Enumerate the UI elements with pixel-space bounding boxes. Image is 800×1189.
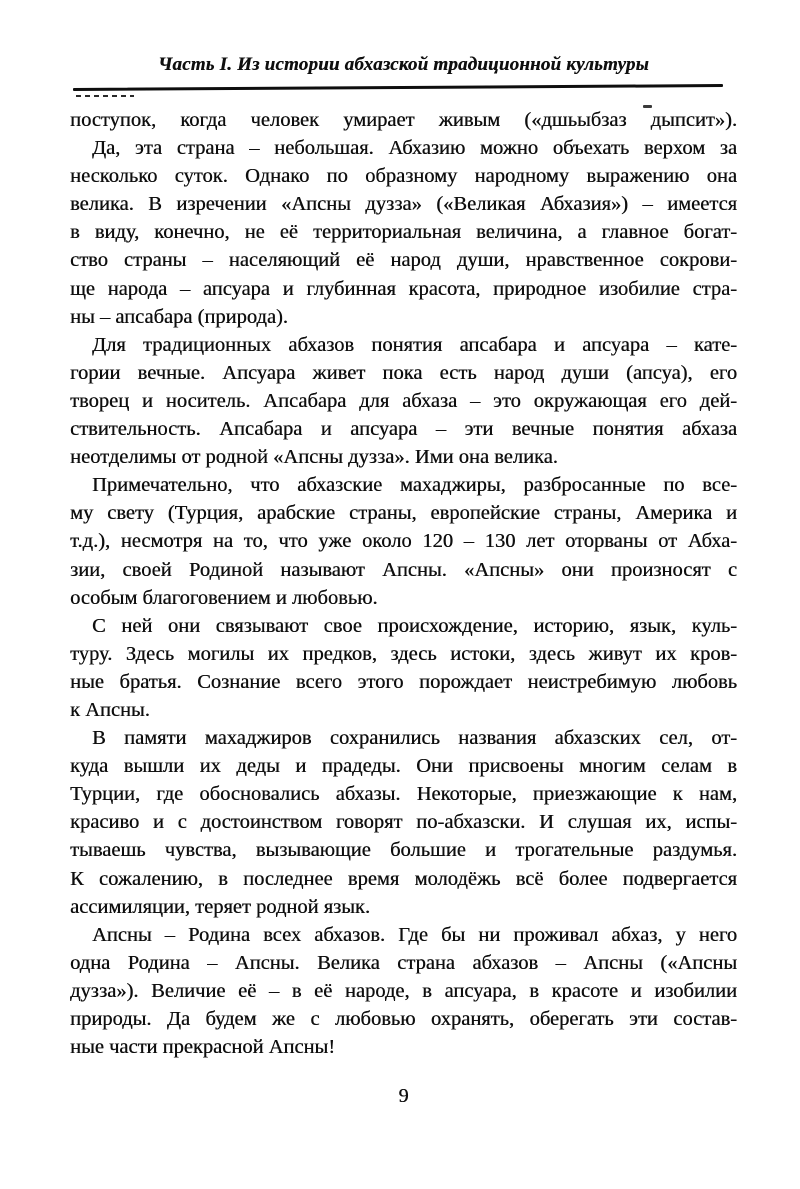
text-line: куда вышли их деды и прадеды. Они присвоены многим селам в bbox=[70, 755, 737, 778]
text-line: в виду, конечно, не её территориальная величина, а главное богат- bbox=[70, 221, 737, 244]
page-number: 9 bbox=[398, 1085, 409, 1107]
text-line: В памяти махаджиров сохранились названия абхазских сел, от- bbox=[92, 727, 737, 750]
text-line: Апсны – Родина всех абхазов. Где бы ни проживал абхаз, у него bbox=[92, 923, 737, 946]
text-line: творец и носитель. Апсабара для абхаза – это окружающая его дей- bbox=[70, 389, 737, 412]
header-rule bbox=[73, 84, 723, 91]
text-line: К сожалению, в последнее время молодёжь всё более подвергается bbox=[70, 867, 737, 890]
text-line: ассимиляции, теряет родной язык. bbox=[70, 895, 370, 918]
text-line: одна Родина – Апсны. Велика страна абхазов – Апсны («Апсны bbox=[70, 951, 737, 974]
text-line: ствительность. Апсабара и апсуара – эти вечные понятия абхаза bbox=[70, 418, 737, 441]
text-line: т.д.), несмотря на то, что уже около 120 – 130 лет оторваны от Абха- bbox=[70, 530, 737, 553]
text-line: ные части прекрасной Апсны! bbox=[70, 1036, 336, 1059]
text-line: велика. В изречении «Апсны дузза» («Великая Абхазия») – имеется bbox=[70, 193, 737, 216]
text-line: тываешь чувства, вызывающие большие и трогательные раздумья. bbox=[70, 839, 737, 862]
text-line: поступок, когда человек умирает живым («дшьыбзаз дыпсит»). bbox=[70, 109, 737, 131]
text-line: ще народа – апсуара и глубинная красота, природное изобилие стра- bbox=[70, 277, 737, 300]
text-line: ны – апсабара (природа). bbox=[70, 305, 288, 328]
text-line: к Апсны. bbox=[70, 698, 150, 721]
text-line: несколько суток. Однако по образному народному выражению она bbox=[70, 165, 737, 188]
text-line: гории вечные. Апсуара живет пока есть народ души (апсуа), его bbox=[70, 361, 737, 384]
text-line: С ней они связывают свое происхождение, историю, язык, куль- bbox=[92, 614, 737, 637]
text-line: Да, эта страна – небольшая. Абхазию можно объехать верхом за bbox=[92, 137, 737, 160]
text-line: туру. Здесь могилы их предков, здесь истоки, здесь живут их кров- bbox=[70, 642, 737, 665]
text-line: ные братья. Сознание всего этого порождает неистребимую любовь bbox=[70, 670, 737, 693]
text-line: Турции, где обосновались абхазы. Некоторые, приезжающие к нам, bbox=[70, 783, 737, 806]
text-line: зии, своей Родиной называют Апсны. «Апсны» они произносят с bbox=[70, 558, 737, 581]
text-line: природы. Да будем же с любовью охранять, оберегать эти состав- bbox=[70, 1008, 737, 1030]
header-rule-fragment bbox=[76, 95, 134, 97]
text-line: дузза»). Величие её – в её народе, в апсуара, в красоте и изобилии bbox=[70, 979, 737, 1002]
text-line: му свету (Турция, арабские страны, европейские страны, Америка и bbox=[70, 502, 737, 525]
running-head: Часть I. Из истории абхазской традиционной культуры bbox=[158, 54, 649, 75]
text-line: ство страны – населяющий её народ души, нравственное сокрови- bbox=[70, 249, 737, 272]
text-line: Примечательно, что абхазские махаджиры, разбросанные по все- bbox=[92, 474, 737, 497]
text-line: Для традиционных абхазов понятия апсабара и апсуара – кате- bbox=[92, 333, 737, 356]
text-line: особым благоговением и любовью. bbox=[70, 586, 378, 609]
text-line: красиво и с достоинством говорят по-абхазски. И слушая их, испы- bbox=[70, 811, 737, 834]
text-line: неотделимы от родной «Апсны дузза». Ими она велика. bbox=[70, 446, 558, 469]
body-text bbox=[70, 106, 737, 1061]
